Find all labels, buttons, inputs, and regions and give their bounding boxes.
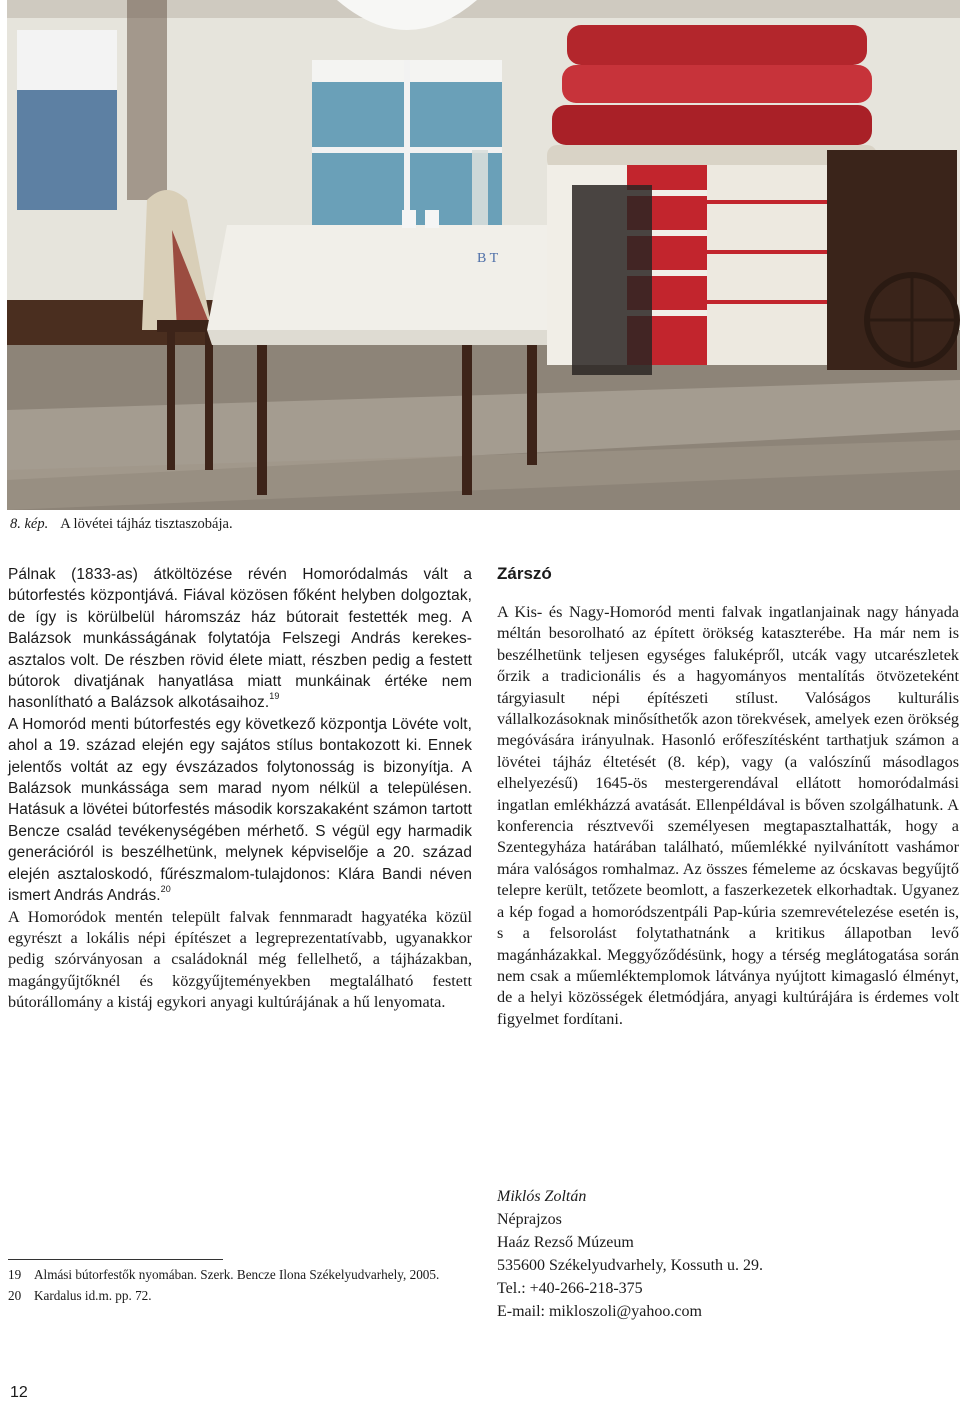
- author-email: E-mail: mikloszoli@yahoo.com: [497, 1303, 702, 1320]
- section-heading: Zárszó: [497, 564, 552, 583]
- footnote-ref-20: 20: [160, 884, 171, 895]
- author-institution: Haáz Rezső Múzeum: [497, 1234, 634, 1251]
- author-phone: Tel.: +40-266-218-375: [497, 1280, 643, 1297]
- photo-caption: [10, 515, 233, 533]
- footnote-text: Kardalus id.m. pp. 72.: [34, 1287, 152, 1303]
- footnote-ref-19: 19: [269, 691, 280, 702]
- photo-illustration: [7, 0, 960, 510]
- footnote-item: [8, 1266, 478, 1284]
- author-block: [497, 1185, 763, 1323]
- page-number: 12: [10, 1384, 28, 1401]
- caption-number: 8. kép.: [10, 516, 49, 532]
- footnote-divider: [8, 1259, 223, 1260]
- paragraph-1-text: Pálnak (1833-as) átköltözése révén Homoródalmás vált a bútorfestés központjává. Fiával közösen főként helyben dolgoztak, de így is körülbelül háromszáz ház bútorait festették meg. A Balázsok munkásságának folytatója Felszegi András kerekes-asztalos volt. De részben rövid élete miatt, részben pedig a festett bútorok divatjának hanyatlása miatt munkáinak értéke nem hasonlítható a Balázsok alkotásaihoz.: [8, 566, 472, 712]
- footnote-number: 19: [8, 1267, 22, 1282]
- footnotes: [8, 1266, 478, 1307]
- author-role: Néprajzos: [497, 1211, 562, 1228]
- author-address: 535600 Székelyudvarhely, Kossuth u. 29.: [497, 1257, 764, 1274]
- closing-paragraph: A Kis- és Nagy-Homoród menti falvak ingatlanjainak nagy hányada méltán besorolható az épített örökség kataszterébe. Ha már nem is beszélhetünk teljesen egységes faluképről, utcák vagy utcarészletek őrzik a tradicionális és a hagyományos mentalítás ötvözeteként tárgyiasult népi építészeti stílust. Valóságos kulturális vállalkozásoknak minősíthetők azon törekvések, amelyek ezen örökség megóvására irányulnak. Hasonló erőfeszítésként tarthatjuk számon a lövétei tájház éltetését (8. kép), vagy (a valószínű másodlagos elhelyezésű) 1645-ös mestergerendával ellátott homoródalmási ingatlan emlékházzá avatását. Ellenpéldával is bőven szolgálhatunk. A konferencia résztvevői személyesen megtapasztalhatták, hogy a Szentegyháza határában található, műemlékké nyilvánított vashámor mára valóságos romhalmaz. Az összes fémeleme az ócskavas begyűjtő telepre került, tetőzete beomlott, a faszerkezetek elkorhadtak. Ugyanez a kép fogad a homoródszentpáli Pap-kúria szemrevételezése esetén is, s a felsorolást folytathatnánk a kritikus állapotban levő magánházakkal. Meggyőződésünk, hogy a térség meglátogatása során nem csak a műemléktemplomok látványa nyújtott kimagasló élményt, de a helyi közösségek életmódjára, anyagi kultúrájára is érdemes volt figyelmet fordítani.: [497, 603, 959, 1028]
- footnote-item: [8, 1287, 478, 1305]
- paragraph-2-text: A Homoród menti bútorfestés egy következő központja Lövéte volt, ahol a 19. század elején egy sajátos stílus bontakozott ki. Ennek jelentős voltát az egy évszázados folytonosság is bizonyítja. A Balázsok munkássága sem marad nyom nélkül a településen. Hatásuk a lövétei bútorfestés második korszakaként számon tartott Bencze család tevékenységében mérhető. S végül egy harmadik generációról is beszélhetünk, melynek képviselője a 20. század elején asztaloskodó, fűrészmalom-tulajdonos: Klára Bandi néven ismert András András.: [8, 715, 472, 905]
- paragraph-1: [8, 564, 472, 714]
- author-name: Miklós Zoltán: [497, 1188, 587, 1205]
- footnote-text: Almási bútorfestők nyomában. Szerk. Bencze Ilona Székelyudvarhely, 2005.: [34, 1267, 440, 1282]
- photo-room-interior: [7, 0, 960, 510]
- paragraph-2: [8, 714, 472, 907]
- right-column: [497, 564, 959, 1030]
- table-monogram: B T: [477, 251, 499, 266]
- caption-text: A lövétei tájház tisztaszobája.: [60, 516, 233, 532]
- left-column: [8, 564, 472, 1014]
- paragraph-3: A Homoródok mentén települt falvak fennmaradt hagyatéka közül egyrészt a lokális népi építészet a legreprezentatívabb, ugyanakkor pedig szórványosan a családoknál még fellelhető, a tájházakban, magángyűjtőknél és közgyűjteményekben megtalálható festett bútorállomány a kistáj egykori anyagi kultúrájának a hű lenyomata.: [8, 907, 472, 1012]
- footnote-number: 20: [8, 1287, 22, 1303]
